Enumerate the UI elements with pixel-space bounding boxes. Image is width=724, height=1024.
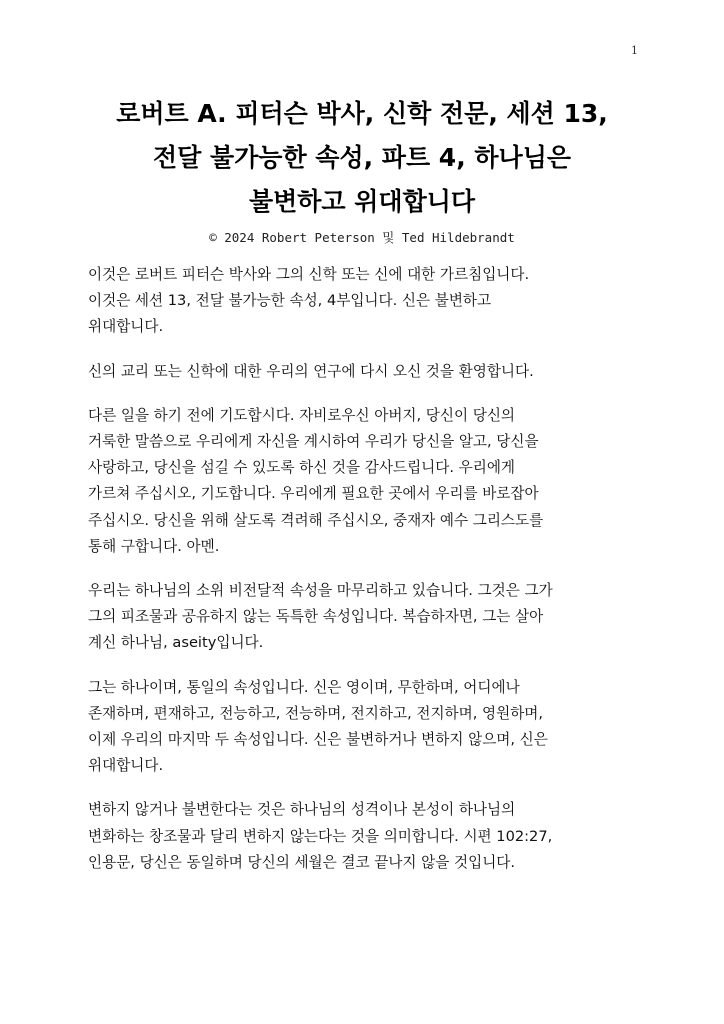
paragraph-line: 가르쳐 주십시오, 기도합니다. 우리에게 필요한 곳에서 우리를 바로잡아 — [88, 485, 539, 503]
paragraph-line: 변화하는 창조물과 달리 변하지 않는다는 것을 의미합니다. 시편 102:27, — [88, 827, 553, 845]
paragraph-line: 계신 하나님, aseity입니다. — [88, 634, 264, 652]
paragraph-line: 다른 일을 하기 전에 기도합시다. 자비로우신 아버지, 당신이 당신의 — [88, 406, 516, 424]
document-title — [60, 92, 664, 224]
paragraph-line: 신의 교리 또는 신학에 대한 우리의 연구에 다시 오신 것을 환영합니다. — [88, 362, 534, 380]
paragraph-line: 사랑하고, 당신을 섬길 수 있도록 하신 것을 감사드립니다. 우리에게 — [88, 459, 516, 477]
paragraph-line: 통해 구합니다. 아멘. — [88, 537, 220, 555]
paragraph-immutability — [88, 797, 648, 876]
paragraph-review — [88, 578, 648, 657]
paragraph-line: 이것은 로버트 피터슨 박사와 그의 신학 또는 신에 대한 가르침입니다. — [88, 266, 530, 283]
paragraph-line: 거룩한 말씀으로 우리에게 자신을 계시하여 우리가 당신을 알고, 당신을 — [88, 433, 539, 451]
document-body — [88, 262, 648, 894]
paragraph-line: 그는 하나이며, 통일의 속성입니다. 신은 영이며, 무한하며, 어디에나 — [88, 678, 520, 696]
paragraph-line: 이제 우리의 마지막 두 속성입니다. 신은 불변하거나 변하지 않으며, 신은 — [88, 731, 548, 749]
title-line: 불변하고 위대합니다 — [248, 187, 476, 216]
paragraph-line: 우리는 하나님의 소위 비전달적 속성을 마무리하고 있습니다. 그것은 그가 — [88, 582, 553, 600]
paragraph-line: 위대합니다. — [88, 757, 164, 775]
paragraph-line: 그의 피조물과 공유하지 않는 독특한 속성입니다. 복습하자면, 그는 살아 — [88, 608, 544, 626]
paragraph-intro — [88, 262, 648, 341]
paragraph-welcome — [88, 359, 648, 385]
title-line: 전달 불가능한 속성, 파트 4, 하나님은 — [152, 143, 571, 172]
paragraph-line: 인용문, 당신은 동일하며 당신의 세월은 결코 끝나지 않을 것입니다. — [88, 853, 516, 871]
page-number: 1 — [631, 44, 638, 57]
paragraph-line: 이것은 세션 13, 전달 불가능한 속성, 4부입니다. 신은 불변하고 — [88, 292, 492, 310]
paragraph-line: 변하지 않거나 불변한다는 것은 하나님의 성격이나 본성이 하나님의 — [88, 801, 516, 819]
paragraph-line: 위대합니다. — [88, 318, 164, 336]
paragraph-line: 주십시오. 당신을 위해 살도록 격려해 주십시오, 중재자 예수 그리스도를 — [88, 511, 544, 529]
paragraph-prayer — [88, 403, 648, 560]
paragraph-attributes — [88, 675, 648, 780]
title-line: 로버트 A. 피터슨 박사, 신학 전문, 세션 13, — [116, 99, 608, 128]
paragraph-line: 존재하며, 편재하고, 전능하고, 전능하며, 전지하고, 전지하며, 영원하며, — [88, 704, 544, 722]
copyright-notice: © 2024 Robert Peterson 및 Ted Hildebrandt — [209, 230, 515, 245]
